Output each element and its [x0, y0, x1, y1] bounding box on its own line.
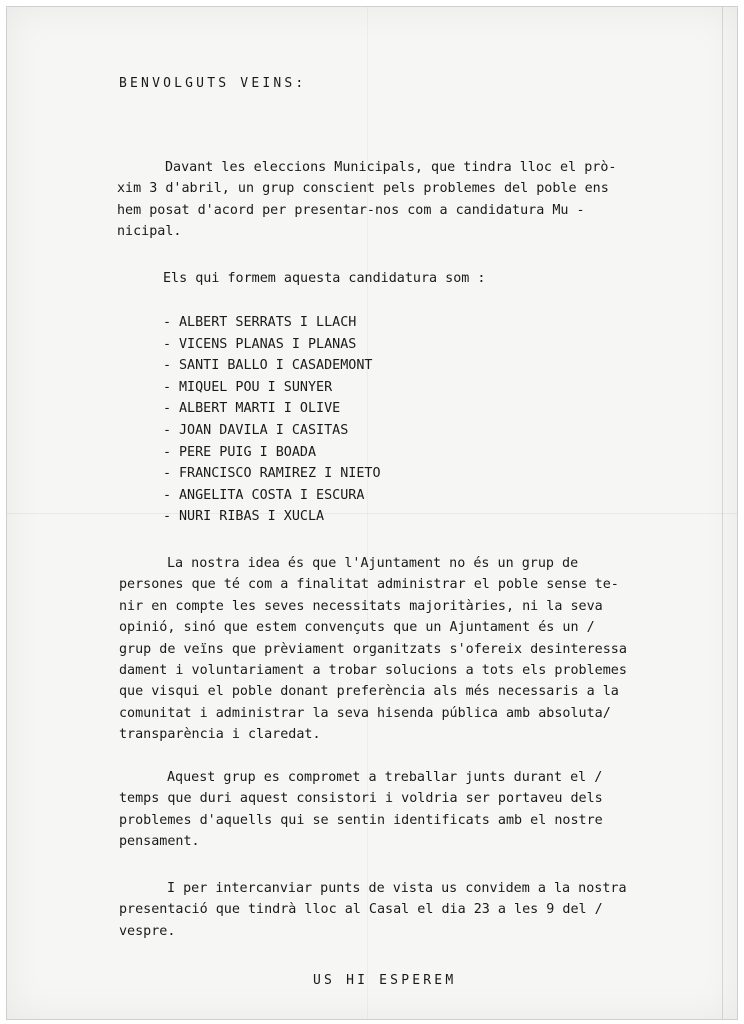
paragraph-3-line: problemes d'aquells qui se sentin identificats amb el nostre: [119, 812, 603, 828]
candidate-list: [163, 312, 381, 528]
paragraph-1: [117, 157, 677, 243]
paragraph-3-line: pensament.: [119, 834, 200, 850]
paragraph-2-line: que visqui el poble donant preferència als més necessaris a la: [119, 684, 619, 700]
list-item: - FRANCISCO RAMIREZ I NIETO: [163, 466, 381, 482]
paragraph-1-line: hem posat d'acord per presentar-nos com a candidatura Mu -: [117, 202, 585, 218]
candidate-name: VICENS PLANAS I PLANAS: [179, 336, 357, 352]
paragraph-2-line: persones que té com a finalitat administrar el poble sense te-: [119, 577, 619, 593]
paragraph-1-line: Davant les eleccions Municipals, que tindra lloc el prò-: [165, 160, 617, 175]
paragraph-4-line: vespre.: [119, 923, 176, 939]
greeting: BENVOLGUTS VEINS:: [119, 76, 307, 91]
paper-edge: [722, 7, 723, 1019]
candidate-name: PERE PUIG I BOADA: [179, 444, 317, 460]
list-item: - SANTI BALLO I CASADEMONT: [163, 358, 373, 374]
paragraph-3-line: temps que duri aquest consistori i voldria ser portaveu dels: [119, 791, 603, 807]
candidate-name: ALBERT MARTI I OLIVE: [179, 401, 341, 417]
list-item: - JOAN DAVILA I CASITAS: [163, 422, 349, 438]
paragraph-2-line: grup de veïns que prèviament organitzats s'ofereix desinteressa: [119, 641, 627, 657]
paragraph-2-line: comunitat i administrar la seva hisenda pública amb absoluta/: [119, 705, 611, 721]
paragraph-4-line: presentació que tindrà lloc al Casal el dia 23 a les 9 del /: [119, 902, 603, 918]
candidate-name: JOAN DAVILA I CASITAS: [179, 422, 349, 438]
list-item: - NURI RIBAS I XUCLA: [163, 509, 325, 525]
letter-sheet: [6, 6, 738, 1020]
list-item: - VICENS PLANAS I PLANAS: [163, 336, 357, 352]
candidate-name: MIQUEL POU I SUNYER: [179, 379, 333, 395]
paragraph-4: [119, 878, 679, 942]
paragraph-2-line: La nostra idea és que l'Ajuntament no és un grup de: [167, 556, 579, 571]
paragraph-2: [119, 553, 679, 746]
candidate-name: FRANCISCO RAMIREZ I NIETO: [179, 466, 381, 482]
candidate-name: ALBERT SERRATS I LLACH: [179, 315, 357, 330]
paragraph-2-line: opinió, sinó que estem convençuts que un Ajuntament és un /: [119, 620, 595, 636]
candidate-name: NURI RIBAS I XUCLA: [179, 509, 325, 525]
paragraph-1-line: nicipal.: [117, 224, 182, 240]
paragraph-4-line: I per intercanviar punts de vista us convidem a la nostra: [167, 881, 627, 896]
paragraph-3-line: Aquest grup es compromet a treballar junts durant el /: [167, 770, 603, 785]
candidate-name: SANTI BALLO I CASADEMONT: [179, 358, 373, 374]
paragraph-2-line: dament i voluntariament a trobar solucions a tots els problemes: [119, 663, 627, 679]
list-item: - ALBERT MARTI I OLIVE: [163, 401, 341, 417]
paragraph-2-line: nir en compte les seves necessitats majoritàries, ni la seva: [119, 598, 603, 614]
list-item: - MIQUEL POU I SUNYER: [163, 379, 333, 395]
candidate-list-intro: Els qui formem aquesta candidatura som :: [163, 271, 486, 286]
candidate-name: ANGELITA COSTA I ESCURA: [179, 487, 365, 503]
paragraph-2-line: transparència i claredat.: [119, 727, 321, 743]
paragraph-1-line: xim 3 d'abril, un grup conscient pels problemes del poble ens: [117, 181, 609, 197]
list-item: - PERE PUIG I BOADA: [163, 444, 317, 460]
paragraph-3: [119, 767, 679, 853]
closing: US HI ESPEREM: [313, 973, 457, 988]
list-item: - ALBERT SERRATS I LLACH: [163, 315, 357, 330]
list-item: - ANGELITA COSTA I ESCURA: [163, 487, 365, 503]
